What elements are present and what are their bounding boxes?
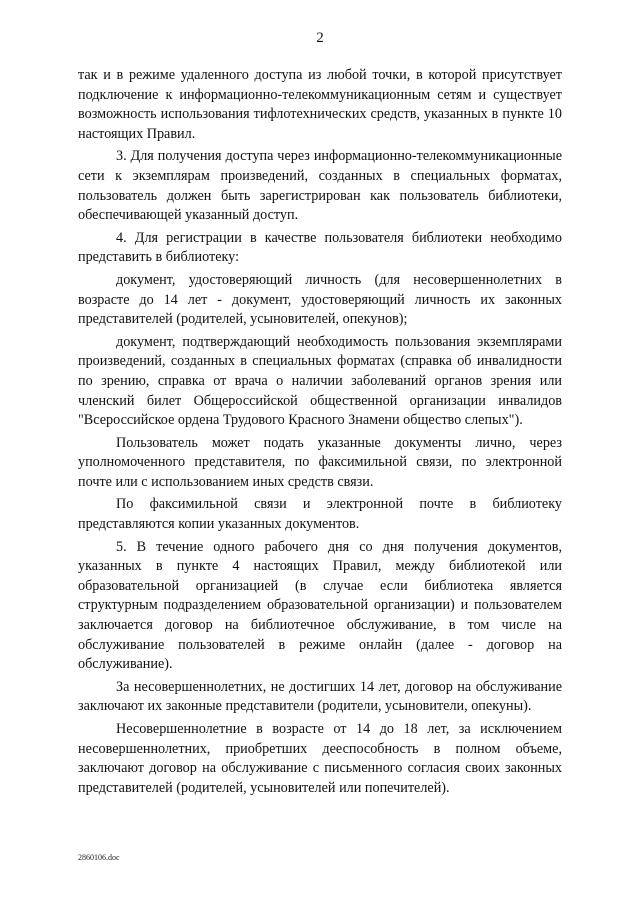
document-body	[78, 66, 562, 801]
paragraph-item-5: 5. В течение одного рабочего дня со дня получения документов, указанных в пункте 4 настоящих Правил, между библиотекой или образовательной организацией (в случае если библиотека является структурным подразделением образовательной организации) и пользователем заключается договор на библиотечное обслуживание, в том числе на обслуживание пользователей в режиме онлайн (далее - договор на обслуживание).	[78, 538, 562, 673]
paragraph-item-3: 3. Для получения доступа через информационно-телекоммуникационные сети к экземплярам произведений, созданных в специальных форматах, пользователь должен быть зарегистрирован как пользователь библиотеки, обеспечивающей указанный доступ.	[78, 148, 562, 224]
paragraph-minors-14-18: Несовершеннолетние в возрасте от 14 до 18 лет, за исключением несовершеннолетних, приобретших дееспособность в полном объеме, заключают договор на обслуживание с письменного согласия своих законных представителей (родителей, усыновителей или попечителей).	[78, 721, 562, 796]
paragraph-submission-methods: Пользователь может подать указанные документы лично, через уполномоченного представителя, по факсимильной связи, по электронной почте или с использованием иных средств связи.	[78, 434, 562, 490]
paragraph-need-document: документ, подтверждающий необходимость пользования экземплярами произведений, созданных в специальных форматах (справка об инвалидности по зрению, справка от врача о наличии заболеваний органов зрения или членский билет Общероссийской общественной организации инвалидов "Всероссийское ордена Трудового Красного Знамени общество слепых").	[78, 333, 562, 429]
page-number: 2	[316, 30, 324, 46]
paragraph-item-4: 4. Для регистрации в качестве пользователя библиотеки необходимо представить в библиотеку:	[78, 229, 562, 266]
paragraph-continuation: так и в режиме удаленного доступа из любой точки, в которой присутствует подключение к информационно-телекоммуникационным сетям и существует возможность использования тифлотехнических средств, указанных в пункте 10 настоящих Правил.	[78, 67, 562, 142]
paragraph-identity-document: документ, удостоверяющий личность (для несовершеннолетних в возрасте до 14 лет - документ, удостоверяющий личность их законных представителей (родителей, усыновителей, опекунов);	[78, 271, 562, 328]
paragraph-minors-under-14: За несовершеннолетних, не достигших 14 лет, договор на обслуживание заключают их законные представители (родители, усыновители, опекуны).	[78, 678, 562, 715]
paragraph-copies: По факсимильной связи и электронной почте в библиотеку представляются копии указанных документов.	[78, 496, 562, 533]
footer-file-name: 2860106.doc	[78, 853, 120, 862]
